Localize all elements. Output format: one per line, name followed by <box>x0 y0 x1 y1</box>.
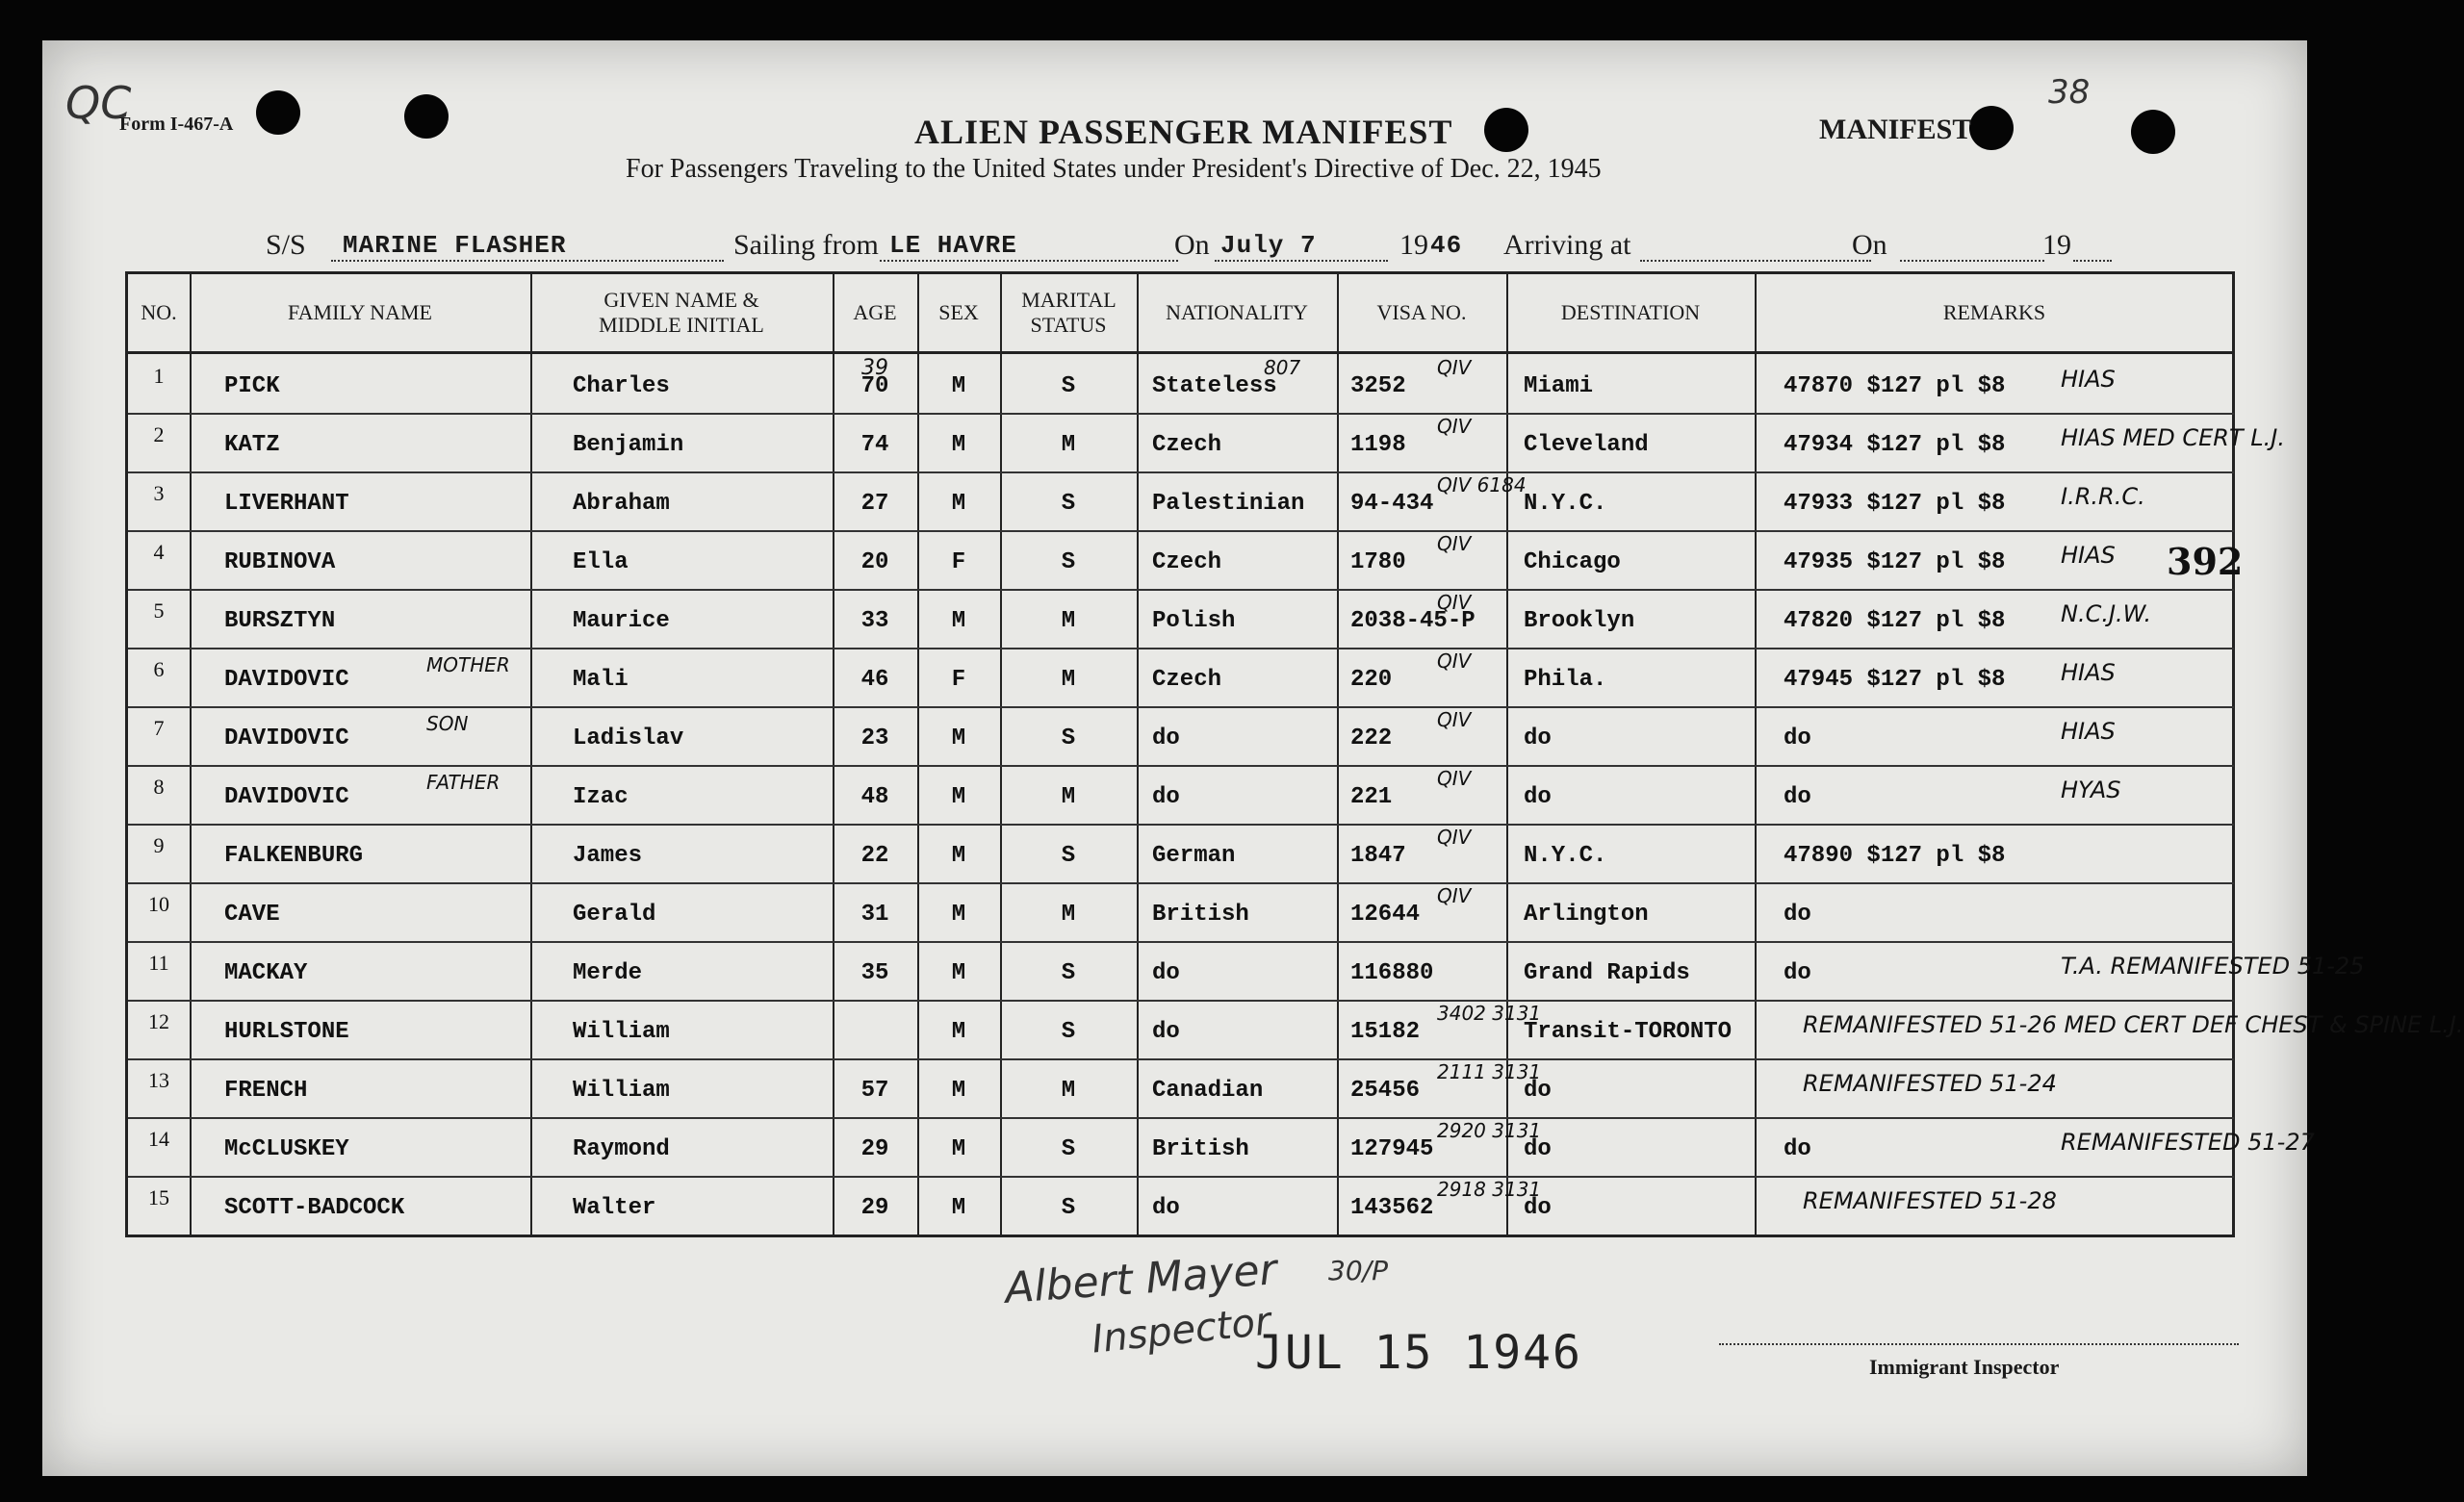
punch-hole <box>1484 108 1528 152</box>
cell-age: 35 <box>860 960 889 986</box>
cell-remarks: do <box>1784 902 1811 928</box>
cell-family: DAVIDOVIC <box>224 667 349 693</box>
cell-remarks: do <box>1784 784 1811 810</box>
row-divider <box>128 941 2234 943</box>
cell-visa: 221 <box>1350 784 1393 810</box>
sailing-line <box>880 260 1178 262</box>
sailing-from: LE HAVRE <box>889 231 1017 260</box>
date-stamp: JUL 15 1946 <box>1255 1326 1582 1380</box>
handwritten-note: HIAS <box>2061 542 2116 569</box>
handwritten-note: HIAS <box>2061 366 2116 393</box>
cell-marital: S <box>1061 491 1076 517</box>
punch-hole <box>256 90 300 135</box>
cell-given: Gerald <box>573 902 656 928</box>
cell-nationality: Palestinian <box>1152 491 1305 517</box>
header-family-name: FAMILY NAME <box>288 300 432 324</box>
cell-sex: M <box>951 726 966 751</box>
row-divider <box>128 1117 2234 1119</box>
cell-given: Mali <box>573 667 629 693</box>
cell-marital: S <box>1061 960 1076 986</box>
row-divider <box>128 589 2234 591</box>
form-number: Form I-467-A <box>119 114 234 135</box>
cell-family: PICK <box>224 373 280 399</box>
manifest-label: MANIFEST <box>1819 114 1972 145</box>
cell-sex: M <box>951 491 966 517</box>
handwritten-note: REMANIFESTED 51-24 <box>1803 1070 2057 1097</box>
cell-visa: 25456 <box>1350 1078 1421 1104</box>
cell-no: 12 <box>148 1009 169 1033</box>
cell-destination: N.Y.C. <box>1524 843 1607 869</box>
cell-age: 20 <box>860 549 889 575</box>
cell-marital: M <box>1061 784 1076 810</box>
visa-note: 2920 3131 <box>1437 1119 1542 1142</box>
cell-family: SCOTT-BADCOCK <box>224 1195 405 1221</box>
cell-marital: S <box>1061 549 1076 575</box>
cell-given: Ladislav <box>573 726 684 751</box>
handwritten-note: HIAS MED CERT L.J. <box>2061 424 2285 451</box>
header-remarks: REMARKS <box>1942 300 2046 324</box>
on-label: On <box>1174 229 1210 261</box>
cell-marital: M <box>1061 432 1076 458</box>
cell-remarks: 47945 $127 pl $8 <box>1784 667 2006 693</box>
handwritten-note: REMANIFESTED 51-26 MED CERT DEF CHEST & SPINE L.J. <box>1803 1011 2464 1038</box>
cell-marital: S <box>1061 1195 1076 1221</box>
cell-remarks: do <box>1784 726 1811 751</box>
manifest-sheet <box>42 40 2464 1476</box>
arriving-line <box>1640 260 1871 262</box>
cell-given: Ella <box>573 549 629 575</box>
cell-family: BURSZTYN <box>224 608 336 634</box>
cell-nationality: Czech <box>1152 432 1222 458</box>
cell-destination: Brooklyn <box>1524 608 1635 634</box>
cell-sex: M <box>951 843 966 869</box>
cell-destination: do <box>1524 1136 1552 1162</box>
signature-title: Inspector <box>1090 1299 1273 1362</box>
arrival-year-prefix: 19 <box>2042 229 2071 261</box>
cell-given: William <box>573 1078 670 1104</box>
header-nationality: NATIONALITY <box>1166 300 1308 324</box>
row-divider <box>128 530 2234 532</box>
signature-fraction: 30/P <box>1328 1255 1388 1286</box>
cell-no: 14 <box>148 1127 169 1151</box>
cell-visa: 94-434 <box>1350 491 1434 517</box>
handwritten-note: N.C.J.W. <box>2061 600 2152 627</box>
handwritten-note: I.R.R.C. <box>2061 483 2145 510</box>
cell-destination: N.Y.C. <box>1524 491 1607 517</box>
cell-marital: M <box>1061 667 1076 693</box>
cell-sex: M <box>951 902 966 928</box>
cell-visa: 220 <box>1350 667 1393 693</box>
cell-family: RUBINOVA <box>224 549 336 575</box>
cell-remarks: 47820 $127 pl $8 <box>1784 608 2006 634</box>
cell-family: LIVERHANT <box>224 491 349 517</box>
cell-no: 4 <box>153 540 165 564</box>
cell-marital: M <box>1061 608 1076 634</box>
row-divider <box>128 1000 2234 1002</box>
cell-marital: M <box>1061 902 1076 928</box>
sailing-label: Sailing from <box>733 229 879 261</box>
cell-sex: M <box>951 1078 966 1104</box>
cell-given: James <box>573 843 643 869</box>
visa-note: QIV <box>1437 415 1472 438</box>
row-divider <box>128 765 2234 767</box>
header-destination: DESTINATION <box>1560 300 1701 324</box>
cell-nationality: do <box>1152 726 1180 751</box>
cell-age: 70 <box>860 373 889 399</box>
cell-sex: M <box>951 432 966 458</box>
cell-given: Raymond <box>573 1136 670 1162</box>
cell-age: 46 <box>860 667 889 693</box>
cell-destination: Phila. <box>1524 667 1607 693</box>
visa-note: QIV <box>1437 826 1472 849</box>
cell-destination: Miami <box>1524 373 1594 399</box>
year-suffix: 46 <box>1430 231 1463 260</box>
header-divider <box>128 351 2234 354</box>
page-title: ALIEN PASSENGER MANIFEST <box>914 113 1453 151</box>
header-sex: SEX <box>938 300 979 324</box>
cell-no: 10 <box>148 892 169 916</box>
header-marital: MARITAL STATUS <box>1021 288 1116 337</box>
cell-nationality: British <box>1152 902 1249 928</box>
cell-destination: Chicago <box>1524 549 1621 575</box>
ship-name: MARINE FLASHER <box>343 231 567 260</box>
col-divider <box>190 274 192 1236</box>
page-subtitle: For Passengers Traveling to the United States under President's Directive of Dec. 22, 1945 <box>626 154 1602 184</box>
cell-visa: 222 <box>1350 726 1393 751</box>
row-divider <box>128 413 2234 415</box>
cell-family: FALKENBURG <box>224 843 364 869</box>
cell-age: 29 <box>860 1136 889 1162</box>
cell-remarks: 47934 $127 pl $8 <box>1784 432 2006 458</box>
cell-nationality: British <box>1152 1136 1249 1162</box>
cell-sex: F <box>951 549 966 575</box>
col-divider <box>1755 274 1757 1236</box>
header-visa: VISA NO. <box>1376 300 1467 324</box>
punch-hole <box>2131 110 2175 154</box>
cell-given: Abraham <box>573 491 670 517</box>
ship-line <box>331 260 724 262</box>
punch-hole <box>1969 106 2014 150</box>
cell-no: 13 <box>148 1068 169 1092</box>
row-divider <box>128 648 2234 649</box>
cell-sex: M <box>951 1136 966 1162</box>
cell-nationality: do <box>1152 1019 1180 1045</box>
col-divider <box>1337 274 1339 1236</box>
row-divider <box>128 471 2234 473</box>
visa-note: QIV <box>1437 767 1472 790</box>
cell-age: 27 <box>860 491 889 517</box>
cell-age: 31 <box>860 902 889 928</box>
cell-family: MACKAY <box>224 960 308 986</box>
cell-family: FRENCH <box>224 1078 308 1104</box>
cell-remarks: 47933 $127 pl $8 <box>1784 491 2006 517</box>
family-note: FATHER <box>426 771 500 794</box>
cell-marital: S <box>1061 373 1076 399</box>
ss-label: S/S <box>266 229 306 261</box>
sailing-date: July 7 <box>1220 231 1317 260</box>
inspector-label: Immigrant Inspector <box>1869 1355 2060 1379</box>
cell-sex: M <box>951 1019 966 1045</box>
handwritten-note: HIAS <box>2061 718 2116 745</box>
col-divider <box>1506 274 1508 1236</box>
cell-no: 6 <box>153 657 165 681</box>
arrival-on-label: On <box>1852 229 1887 261</box>
inspector-line <box>1719 1343 2239 1345</box>
cell-destination: Grand Rapids <box>1524 960 1690 986</box>
cell-age: 33 <box>860 608 889 634</box>
header-no: NO. <box>141 300 177 324</box>
handwritten-note: HIAS <box>2061 659 2116 686</box>
cell-marital: S <box>1061 726 1076 751</box>
cell-nationality: German <box>1152 843 1236 869</box>
cell-visa: 15182 <box>1350 1019 1421 1045</box>
cell-family: DAVIDOVIC <box>224 726 349 751</box>
cell-marital: M <box>1061 1078 1076 1104</box>
handwritten-note: REMANIFESTED 51-27 <box>2061 1129 2315 1156</box>
arriving-label: Arriving at <box>1503 229 1631 261</box>
cell-destination: Transit-TORONTO <box>1524 1019 1732 1045</box>
nationality-note: 807 <box>1264 356 1301 379</box>
cell-sex: M <box>951 373 966 399</box>
header-age: AGE <box>853 300 897 324</box>
cell-visa: 1847 <box>1350 843 1406 869</box>
cell-nationality: do <box>1152 960 1180 986</box>
cell-no: 1 <box>153 364 165 388</box>
punch-hole <box>404 94 449 139</box>
cell-destination: Cleveland <box>1524 432 1649 458</box>
cell-remarks: 47870 $127 pl $8 <box>1784 373 2006 399</box>
cell-age: 29 <box>860 1195 889 1221</box>
corner-mark: QC <box>65 77 132 129</box>
cell-nationality: Czech <box>1152 549 1222 575</box>
row-divider <box>128 824 2234 826</box>
cell-destination: do <box>1524 726 1552 751</box>
cell-visa: 127945 <box>1350 1136 1434 1162</box>
cell-visa: 1198 <box>1350 432 1406 458</box>
cell-sex: M <box>951 960 966 986</box>
family-note: MOTHER <box>426 653 510 676</box>
arrival-on-line <box>1900 260 2044 262</box>
cell-visa: 2038-45-P <box>1350 608 1476 634</box>
handwritten-note: T.A. REMANIFESTED 51-25 <box>2061 953 2365 980</box>
cell-visa: 116880 <box>1350 960 1434 986</box>
cell-sex: F <box>951 667 966 693</box>
cell-visa: 143562 <box>1350 1195 1434 1221</box>
cell-nationality: Czech <box>1152 667 1222 693</box>
visa-note: QIV <box>1437 708 1472 731</box>
cell-no: 8 <box>153 775 165 799</box>
year-prefix: 19 <box>1399 229 1428 261</box>
cell-family: McCLUSKEY <box>224 1136 349 1162</box>
cell-destination: do <box>1524 1078 1552 1104</box>
visa-note: QIV <box>1437 649 1472 673</box>
cell-no: 5 <box>153 598 165 623</box>
visa-note: 3402 3131 <box>1437 1002 1542 1025</box>
handwritten-note: HYAS <box>2061 776 2121 803</box>
age-note: 39 <box>861 356 888 380</box>
cell-marital: S <box>1061 1136 1076 1162</box>
cell-destination: do <box>1524 784 1552 810</box>
cell-marital: S <box>1061 843 1076 869</box>
stamp-number: 392 <box>2167 540 2244 583</box>
cell-age: 48 <box>860 784 889 810</box>
cell-age: 74 <box>860 432 889 458</box>
col-divider <box>1137 274 1139 1236</box>
cell-no: 9 <box>153 833 165 857</box>
cell-nationality: Canadian <box>1152 1078 1264 1104</box>
family-note: SON <box>426 712 469 735</box>
cell-remarks: 47890 $127 pl $8 <box>1784 843 2006 869</box>
cell-sex: M <box>951 1195 966 1221</box>
date-line <box>1215 260 1388 262</box>
cell-destination: do <box>1524 1195 1552 1221</box>
cell-family: DAVIDOVIC <box>224 784 349 810</box>
cell-nationality: do <box>1152 784 1180 810</box>
handwritten-note: REMANIFESTED 51-28 <box>1803 1187 2057 1214</box>
cell-given: Walter <box>573 1195 656 1221</box>
inspector-signature: Albert Mayer <box>1003 1245 1279 1313</box>
visa-note: QIV 6184 <box>1437 473 1527 496</box>
cell-sex: M <box>951 784 966 810</box>
cell-no: 7 <box>153 716 165 740</box>
row-divider <box>128 706 2234 708</box>
manifest-table <box>125 271 2464 1237</box>
cell-sex: M <box>951 608 966 634</box>
cell-age: 57 <box>860 1078 889 1104</box>
header-given-name: GIVEN NAME & MIDDLE INITIAL <box>599 288 764 337</box>
col-divider <box>530 274 532 1236</box>
cell-remarks: do <box>1784 960 1811 986</box>
cell-family: CAVE <box>224 902 280 928</box>
row-divider <box>128 1058 2234 1060</box>
visa-note: QIV <box>1437 884 1472 907</box>
cell-nationality: Polish <box>1152 608 1236 634</box>
cell-visa: 12644 <box>1350 902 1421 928</box>
row-divider <box>128 882 2234 884</box>
cell-given: Izac <box>573 784 629 810</box>
visa-note: QIV <box>1437 356 1472 379</box>
visa-note: 2918 3131 <box>1437 1178 1542 1201</box>
cell-no: 15 <box>148 1185 169 1209</box>
cell-family: HURLSTONE <box>224 1019 349 1045</box>
cell-given: Merde <box>573 960 643 986</box>
cell-nationality: do <box>1152 1195 1180 1221</box>
visa-note: QIV <box>1437 591 1472 614</box>
cell-no: 3 <box>153 481 165 505</box>
visa-note: 2111 3131 <box>1437 1060 1542 1083</box>
cell-destination: Arlington <box>1524 902 1649 928</box>
cell-no: 11 <box>148 951 169 975</box>
cell-remarks: 47935 $127 pl $8 <box>1784 549 2006 575</box>
cell-given: Maurice <box>573 608 670 634</box>
cell-family: KATZ <box>224 432 280 458</box>
manifest-number: 38 <box>2048 73 2091 112</box>
cell-age: 22 <box>860 843 889 869</box>
cell-visa: 3252 <box>1350 373 1406 399</box>
visa-note: QIV <box>1437 532 1472 555</box>
cell-marital: S <box>1061 1019 1076 1045</box>
cell-given: Charles <box>573 373 670 399</box>
cell-visa: 1780 <box>1350 549 1406 575</box>
cell-nationality: Stateless <box>1152 373 1277 399</box>
row-divider <box>128 1176 2234 1178</box>
cell-given: Benjamin <box>573 432 684 458</box>
cell-remarks: do <box>1784 1136 1811 1162</box>
cell-age: 23 <box>860 726 889 751</box>
arrival-year-line <box>2073 260 2112 262</box>
cell-given: William <box>573 1019 670 1045</box>
cell-no: 2 <box>153 422 165 446</box>
